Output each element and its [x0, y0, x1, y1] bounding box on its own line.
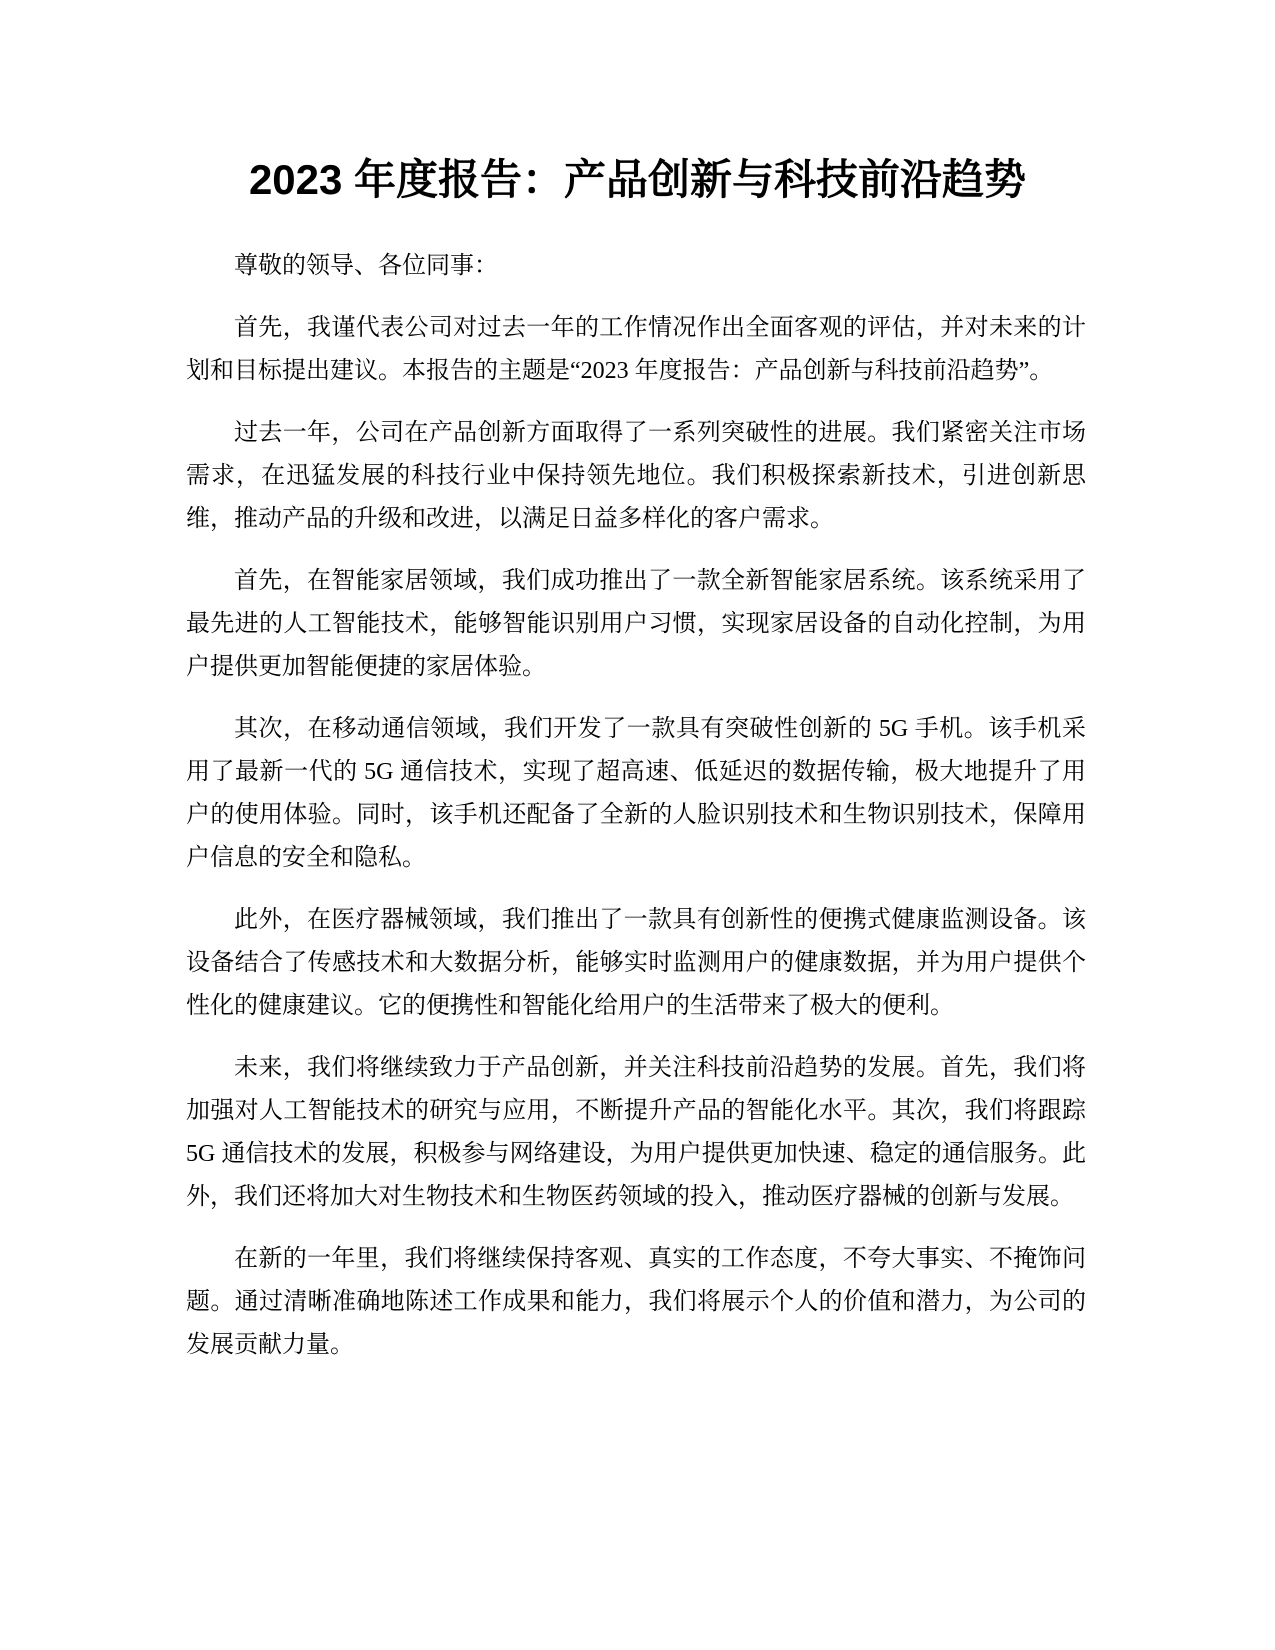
paragraph-future-plans: 未来，我们将继续致力于产品创新，并关注科技前沿趋势的发展。首先，我们将加强对人工智能技术的研究与应用，不断提升产品的智能化水平。其次，我们将跟踪 5G 通信技术的发展，积极参与网络建设，为用户提供更加快速、稳定的通信服务。此外，我们还将加大对生物技术和生物医药领域的投入，推动医疗器械的创新与发展。 — [186, 1055, 1086, 1210]
paragraph-mobile-5g: 其次，在移动通信领域，我们开发了一款具有突破性创新的 5G 手机。该手机采用了最新一代的 5G 通信技术，实现了超高速、低延迟的数据传输，极大地提升了用户的使用体验。同时，该手机还配备了全新的人脸识别技术和生物识别技术，保障用户信息的安全和隐私。 — [186, 716, 1086, 871]
document-title: 2023 年度报告：产品创新与科技前沿趋势 — [248, 156, 1027, 203]
paragraph-salutation: 尊敬的领导、各位同事： — [234, 253, 498, 279]
paragraph-closing: 在新的一年里，我们将继续保持客观、真实的工作态度，不夸大事实、不掩饰问题。通过清晰准确地陈述工作成果和能力，我们将展示个人的价值和潜力，为公司的发展贡献力量。 — [186, 1246, 1086, 1358]
document-body — [186, 245, 1086, 1386]
paragraph-medical-device: 此外，在医疗器械领域，我们推出了一款具有创新性的便携式健康监测设备。该设备结合了传感技术和大数据分析，能够实时监测用户的健康数据，并为用户提供个性化的健康建议。它的便携性和智能化给用户的生活带来了极大的便利。 — [186, 907, 1086, 1019]
paragraph-past-year-progress: 过去一年，公司在产品创新方面取得了一系列突破性的进展。我们紧密关注市场需求，在迅猛发展的科技行业中保持领先地位。我们积极探索新技术，引进创新思维，推动产品的升级和改进，以满足日益多样化的客户需求。 — [186, 420, 1086, 532]
paragraph-introduction: 首先，我谨代表公司对过去一年的工作情况作出全面客观的评估，并对未来的计划和目标提出建议。本报告的主题是“2023 年度报告：产品创新与科技前沿趋势”。 — [186, 315, 1086, 384]
paragraph-smart-home: 首先，在智能家居领域，我们成功推出了一款全新智能家居系统。该系统采用了最先进的人工智能技术，能够智能识别用户习惯，实现家居设备的自动化控制，为用户提供更加智能便捷的家居体验。 — [186, 568, 1086, 680]
